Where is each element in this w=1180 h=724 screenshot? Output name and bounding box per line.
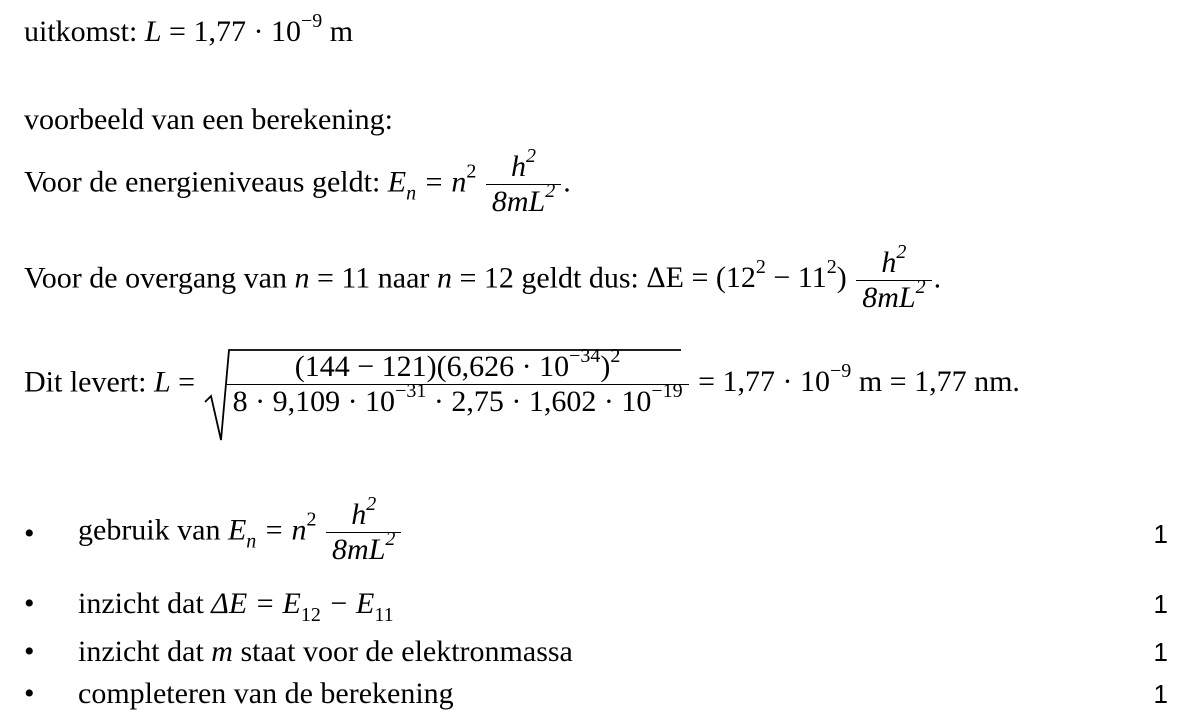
energy-n-sub: n (406, 182, 417, 205)
result-label: uitkomst: (24, 15, 138, 48)
result-value: = 1,77 · 10 (161, 15, 301, 48)
transition-text-b: = 11 naar (309, 261, 437, 295)
criterion-3-score: 1 (1153, 637, 1168, 667)
criterion-3-bullet: • (24, 635, 35, 668)
result-symbol: L (144, 15, 162, 48)
transition-n1: n (294, 261, 310, 295)
criterion-1: gebruik van $E_n = n^2$ $\frac{h^2}{8mL^2}$ (78, 498, 403, 567)
example-heading: voorbeeld van een berekening: (24, 103, 394, 136)
criterion-4-score: 1 (1153, 679, 1168, 709)
energy-E: E (387, 165, 407, 199)
energy-denominator: $8mL^2$ (491, 180, 556, 218)
result-unit: m (322, 15, 354, 48)
criterion-2: inzicht dat $\Delta E = E_{12} - E_{11}$ (78, 587, 394, 626)
criterion-1-text: gebruik van (78, 513, 221, 547)
transition-denominator: $8mL^2$ (862, 276, 926, 314)
transition-text-c: = 12 geldt dus: (451, 261, 639, 295)
energy-line (24, 145, 571, 219)
criterion-4-text: completeren van de berekening (78, 677, 454, 710)
criterion-3-m: m (211, 635, 233, 668)
energy-sq: 2 (466, 160, 477, 183)
transition-numerator: $h^2$ (856, 246, 931, 281)
energy-end: . (563, 165, 571, 199)
transition-line (24, 241, 942, 315)
criterion-1-score: 1 (1153, 519, 1168, 549)
criterion-3-text2: staat voor de elektronmassa (232, 635, 573, 668)
computation-numerator: $(144 - 121)(6,626 \cdot 10^{-34})^2$ (227, 350, 689, 385)
computation-eq: = (170, 365, 203, 399)
transition-text-a: Voor de overgang van (24, 261, 295, 295)
computation-line (24, 345, 1020, 419)
sqrt-sign-icon (203, 346, 683, 446)
energy-numerator: $h^2$ (486, 150, 561, 185)
energy-text: Voor de energieniveaus geldt: (24, 165, 381, 199)
criterion-2-score: 1 (1153, 589, 1168, 619)
transition-end: . (933, 261, 942, 295)
criterion-3-text: inzicht dat (78, 635, 204, 668)
result-exponent: −9 (300, 10, 323, 32)
criterion-1-bullet: • (24, 517, 35, 550)
criterion-2-bullet: • (24, 587, 35, 620)
energy-fraction (486, 145, 561, 219)
transition-n2: n (436, 261, 452, 295)
criterion-3 (78, 634, 573, 670)
transition-formula: $\Delta E = (12^2 - 11^2)$ (646, 256, 847, 295)
computation-result: = $1,77 \cdot 10^{-9}$ m = 1,77 nm. (690, 360, 1020, 399)
energy-eq: = n (416, 165, 467, 199)
transition-fraction (856, 241, 931, 315)
criterion-4-bullet: • (24, 677, 35, 710)
criterion-2-text: inzicht dat (78, 587, 204, 620)
criterion-1-fraction: $\frac{h^2}{8mL^2}$ (326, 498, 401, 567)
computation-text: Dit levert: (24, 365, 147, 399)
computation-L: L (153, 365, 171, 399)
result-line (24, 10, 354, 50)
computation-denominator: $8 \cdot 9,109 \cdot 10^{-31} \cdot 2,75 \cdot 1,602 \cdot 10^{-19}$ (232, 380, 683, 418)
sqrt-expression (203, 345, 691, 419)
